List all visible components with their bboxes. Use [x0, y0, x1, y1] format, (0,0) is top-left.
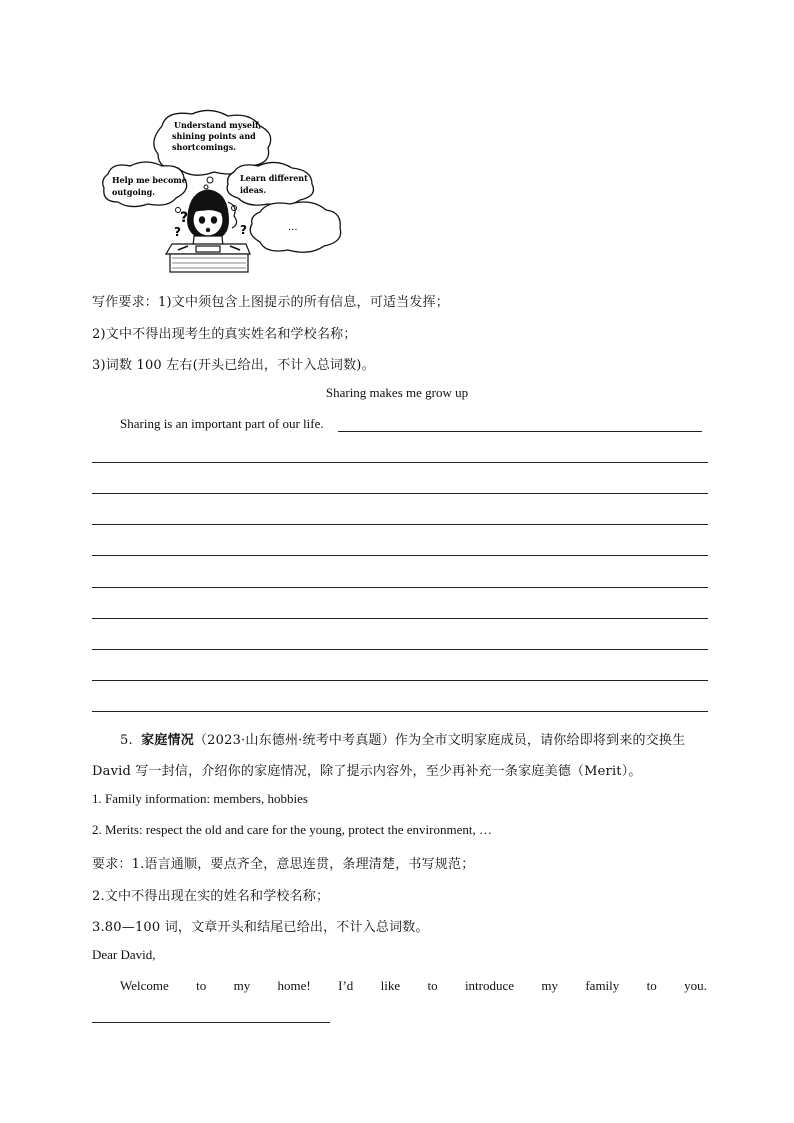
- writing-requirement-3: 3)词数 100 左右(开头已给出，不计入总词数)。: [92, 358, 375, 373]
- writing-line[interactable]: [92, 1022, 330, 1023]
- bubble-text: Understand myself,: [174, 120, 262, 130]
- bubble-text: shining points and: [172, 131, 256, 141]
- opening-word: Welcome: [120, 978, 169, 993]
- opening-word: you.: [684, 978, 707, 993]
- question-mark: ?: [240, 223, 247, 237]
- opening-word: to: [427, 978, 438, 993]
- letter-greeting: Dear David,: [92, 947, 156, 962]
- thought-bubble-left: [103, 162, 187, 207]
- writing-requirement-1: 写作要求：1)文中须包含上图提示的所有信息，可适当发挥；: [92, 295, 449, 310]
- task5-intro-line2: David 写一封信，介绍你的家庭情况，除了提示内容外，至少再补充一条家庭美德（Merit）。: [92, 764, 642, 779]
- bubble-text: shortcomings.: [172, 142, 236, 152]
- opening-word: to: [196, 978, 207, 993]
- opening-word: my: [541, 978, 558, 993]
- opening-word: my: [233, 978, 251, 993]
- opening-word: like: [380, 978, 401, 993]
- task5-requirement-2: 2.文中不得出现在实的姓名和学校名称；: [92, 889, 330, 904]
- hint-point-2: 2. Merits: respect the old and care for the young, protect the environment, …: [92, 822, 492, 837]
- task5-requirement-1: 要求：1.语言通顺，要点齐全，意思连贯，条理清楚，书写规范；: [92, 857, 475, 872]
- hint-point-1: 1. Family information: members, hobbies: [92, 791, 308, 806]
- bubble-text: Help me become: [112, 175, 187, 185]
- writing-line[interactable]: [92, 587, 708, 588]
- writing-requirement-2: 2)文中不得出现考生的真实姓名和学校名称；: [92, 327, 357, 342]
- writing-line[interactable]: [92, 649, 708, 650]
- thought-bubble-right: [227, 162, 313, 205]
- writing-line[interactable]: [92, 493, 708, 494]
- letter-opening-sentence: [120, 978, 707, 994]
- writing-line[interactable]: [92, 524, 708, 525]
- thought-bubble-ellipsis: [250, 202, 340, 252]
- essay-title: Sharing makes me grow up: [325, 385, 469, 400]
- bubble-text: outgoing.: [112, 187, 156, 197]
- writing-line[interactable]: [338, 431, 702, 432]
- opening-word: I’d: [338, 978, 354, 993]
- question-mark: ?: [180, 210, 189, 226]
- writing-line[interactable]: [92, 462, 708, 463]
- opening-word: home!: [277, 978, 311, 993]
- writing-line[interactable]: [92, 711, 708, 712]
- task5-intro: [120, 729, 685, 748]
- bubble-text: ...: [288, 222, 298, 233]
- desk: [166, 244, 250, 272]
- bubble-text: ideas.: [240, 185, 267, 195]
- question-intro-text: 作为全市文明家庭成员，请你给即将到来的交换生: [394, 733, 686, 748]
- writing-line[interactable]: [92, 680, 708, 681]
- question-source: （2023·山东德州·统考中考真题）: [193, 733, 395, 748]
- writing-line[interactable]: [92, 618, 708, 619]
- question-mark: ?: [174, 225, 181, 239]
- writing-line[interactable]: [92, 555, 708, 556]
- opening-word: to: [646, 978, 657, 993]
- question-number: 5.: [120, 733, 133, 748]
- bubble-text: Learn different: [240, 173, 308, 183]
- opening-word: introduce: [464, 978, 515, 993]
- girl-thinking-illustration: [100, 108, 348, 276]
- opening-word: family: [585, 978, 620, 993]
- task5-requirement-3: 3.80—100 词，文章开头和结尾已给出，不计入总词数。: [92, 920, 429, 935]
- essay-opening-sentence: Sharing is an important part of our life.: [120, 416, 324, 431]
- question-topic: 家庭情况: [141, 733, 194, 748]
